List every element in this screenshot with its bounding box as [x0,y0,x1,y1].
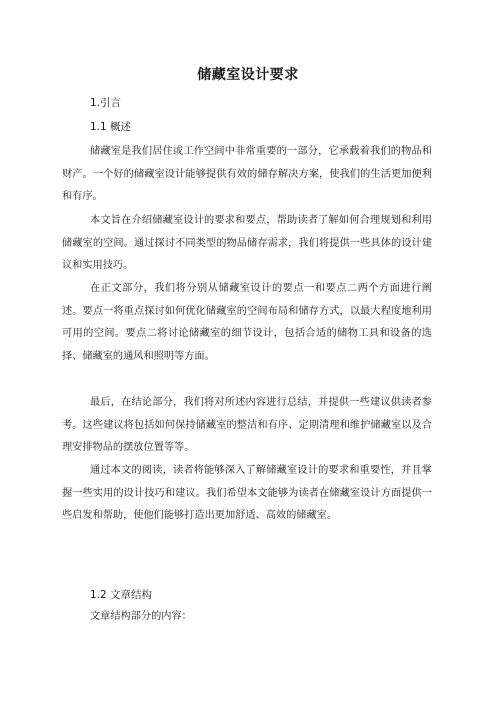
paragraph-2: 本文旨在介绍储藏室设计的要求和要点，帮助读者了解如何合理规划和利用储藏室的空间。通过探讨不同类型的物品储存需求，我们将提供一些具体的设计建议和实用技巧。 [62,215,432,272]
section-heading-intro: 1.引言 [90,97,122,109]
paragraph-structure-intro: 文章结构部分的内容： [90,611,192,622]
paragraph-5: 通过本文的阅读，读者将能够深入了解储藏室设计的要求和重要性，并且掌握一些实用的设计技巧和建议。我们希望本文能够为读者在储藏室设计方面提供一些启发和帮助，使他们能够打造出更加舒适、高效的储藏室。 [62,465,432,522]
paragraph-1: 储藏室是我们居住或工作空间中非常重要的一部分，它承载着我们的物品和财产。一个好的储藏室设计能够提供有效的储存解决方案，使我们的生活更加便利和有序。 [62,146,432,203]
section-heading-overview: 1.1 概述 [90,121,132,133]
section-heading-structure: 1.2 文章结构 [90,589,153,601]
document-title: 储藏室设计要求 [197,67,299,83]
paragraph-4: 最后，在结论部分，我们将对所述内容进行总结，并提供一些建议供读者参考。这些建议将包括如何保持储藏室的整洁和有序、定期清理和维护储藏室以及合理安排物品的摆放位置等等。 [62,397,432,454]
paragraph-3: 在正文部分，我们将分别从储藏室设计的要点一和要点二两个方面进行阐述。要点一将重点探讨如何优化储藏室的空间布局和储存方式，以最大程度地利用可用的空间。要点二将讨论储藏室的细节设计，包括合适的储物工具和设备的选择、储藏室的通风和照明等方面。 [62,283,432,362]
